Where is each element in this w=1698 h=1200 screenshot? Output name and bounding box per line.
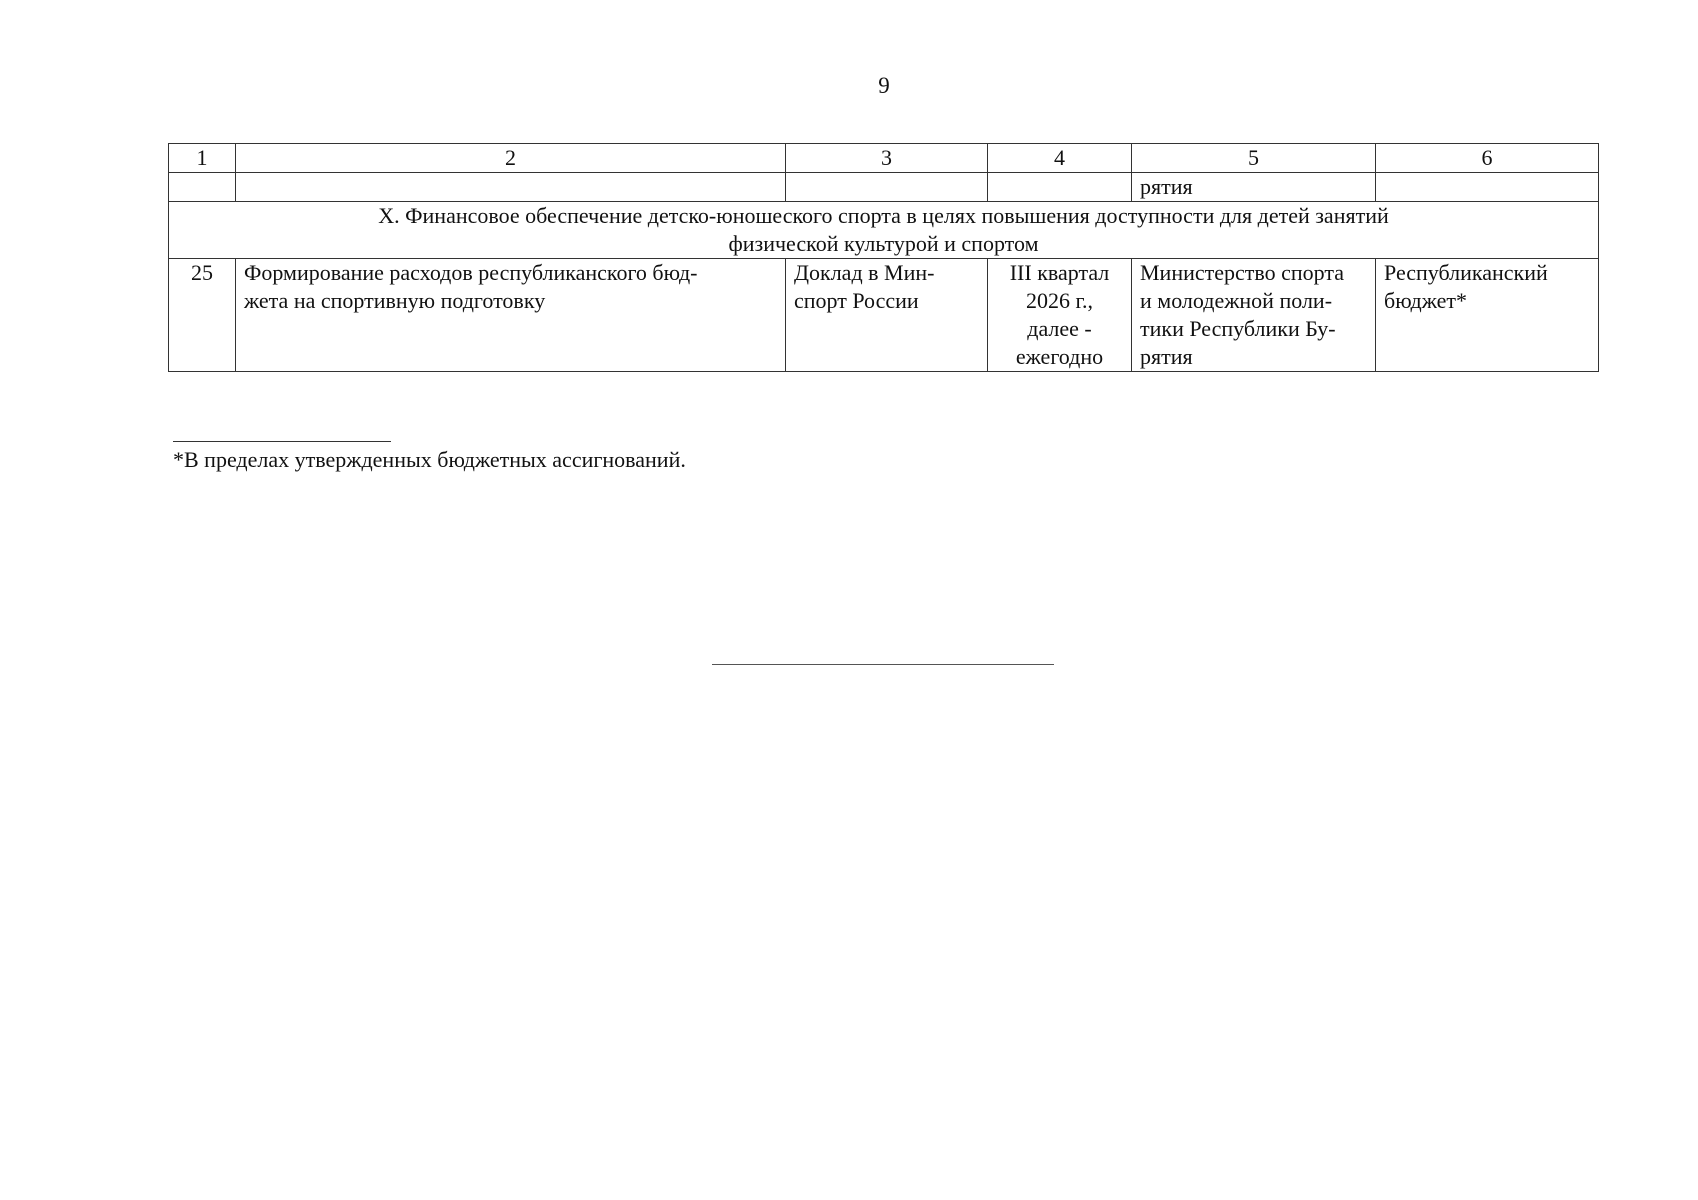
cell-line: бюджет*	[1384, 288, 1467, 313]
page-number: 9	[878, 73, 890, 98]
footnote-separator	[173, 441, 391, 442]
header-cell: 6	[1376, 144, 1599, 173]
table-cell	[169, 173, 236, 202]
header-cell: 3	[786, 144, 988, 173]
table-cell: рятия	[1132, 173, 1376, 202]
cell-line: Республиканский	[1384, 260, 1548, 285]
cell-line: рятия	[1140, 344, 1193, 369]
row-number: 25	[169, 259, 236, 372]
header-cell: 4	[988, 144, 1132, 173]
table-header-row	[169, 144, 1599, 173]
table-row	[169, 259, 1599, 372]
cell-line: Формирование расходов республиканского бюд-	[244, 260, 698, 285]
cell-line: спорт России	[794, 288, 919, 313]
section-title-line: физической культурой и спортом	[728, 231, 1039, 256]
footnote-text: *В пределах утвержденных бюджетных ассигнований.	[173, 447, 686, 472]
header-cell: 5	[1132, 144, 1376, 173]
section-title	[169, 202, 1599, 259]
measures-table	[168, 143, 1599, 372]
cell-line: Доклад в Мин-	[794, 260, 935, 285]
cell-line: 2026 г.,	[1025, 288, 1094, 313]
measure-cell	[236, 259, 786, 372]
funding-source-cell	[1376, 259, 1599, 372]
cell-line: III квартал	[1009, 260, 1110, 285]
continuation-row	[169, 173, 1599, 202]
cell-line: ежегодно	[1015, 344, 1104, 369]
table-cell	[786, 173, 988, 202]
responsible-cell	[1132, 259, 1376, 372]
table-cell	[988, 173, 1132, 202]
header-cell: 1	[169, 144, 236, 173]
cell-line: тики Республики Бу-	[1140, 316, 1336, 341]
cell-line: жета на спортивную подготовку	[244, 288, 546, 313]
header-cell: 2	[236, 144, 786, 173]
cell-line: и молодежной поли-	[1140, 288, 1333, 313]
deadline-cell	[988, 259, 1132, 372]
result-cell	[786, 259, 988, 372]
table-cell	[236, 173, 786, 202]
section-title-line: X. Финансовое обеспечение детско-юношеского спорта в целях повышения доступности для детей занятий	[378, 203, 1389, 228]
cell-line: далее -	[1027, 316, 1092, 341]
table-cell	[1376, 173, 1599, 202]
end-of-document-line	[712, 664, 1054, 665]
section-row	[169, 202, 1599, 259]
cell-line: Министерство спорта	[1140, 260, 1345, 285]
